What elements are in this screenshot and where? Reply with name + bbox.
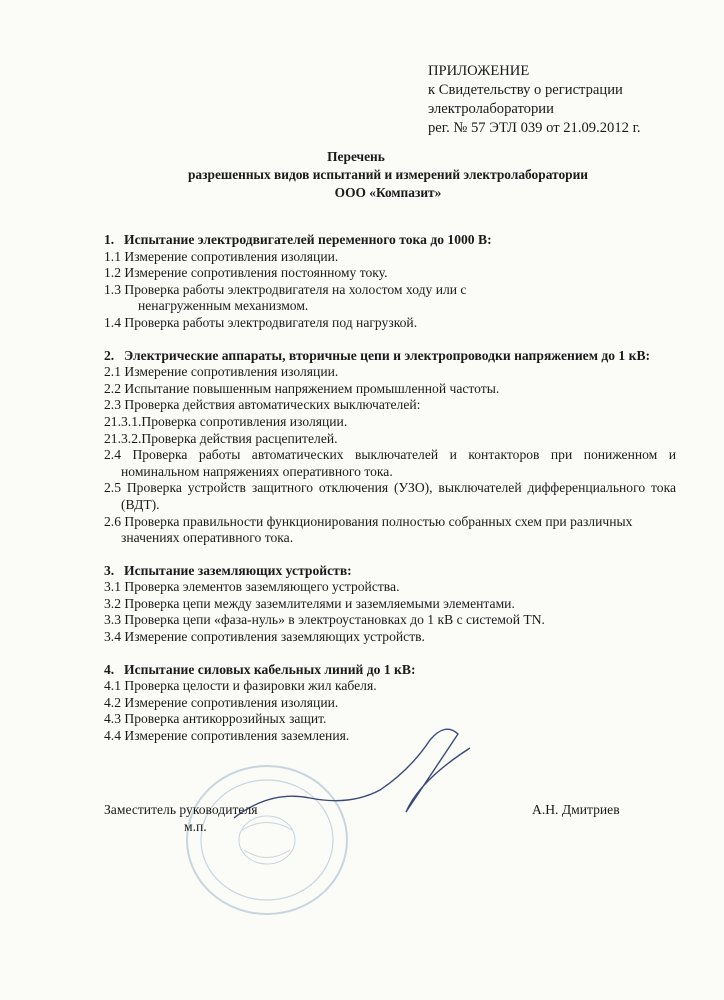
- section-title: Испытание электродвигателей переменного тока до 1000 В:: [124, 232, 492, 247]
- title-line: Перечень: [327, 149, 385, 164]
- list-item: 2.3 Проверка действия автоматических выключателей:: [104, 397, 421, 413]
- list-item: 4.3 Проверка антикоррозийных защит.: [104, 711, 327, 727]
- section-title: Испытание силовых кабельных линий до 1 кВ:: [124, 661, 416, 677]
- list-item: 21.3.2.Проверка действия расцепителей.: [104, 430, 338, 446]
- section-title: Испытание заземляющих устройств:: [124, 562, 352, 578]
- section-heading: [104, 232, 676, 249]
- section-heading: [104, 563, 676, 580]
- list-item: 1.4 Проверка работы электродвигателя под нагрузкой.: [104, 314, 418, 330]
- list-item: 3.1 Проверка элементов заземляющего устройства.: [104, 579, 400, 595]
- list-item: 4.4 Измерение сопротивления заземления.: [104, 728, 350, 744]
- appendix-line: к Свидетельству о регистрации: [428, 82, 623, 98]
- list-item: 2.4 Проверка работы автоматических выключателей и контакторов при пониженном и номинальном напряжениях оперативного тока.: [104, 447, 676, 479]
- signer-name: А.Н. Дмитриев: [532, 802, 620, 817]
- list-item: 3.4 Измерение сопротивления заземляющих устройств.: [104, 629, 425, 645]
- list-item: 2.2 Испытание повышенным напряжением промышленной частоты.: [104, 380, 500, 396]
- appendix-reg-number: рег. № 57 ЭТЛ 039 от 21.09.2012 г.: [428, 120, 641, 136]
- section-number: 4.: [104, 661, 115, 677]
- section-number: 1.: [104, 232, 115, 247]
- section-title: Электрические аппараты, вторичные цепи и электропроводки напряжением до 1 кВ:: [124, 347, 651, 363]
- appendix-title: ПРИЛОЖЕНИЕ: [428, 63, 530, 79]
- seal-place-label: м.п.: [184, 819, 207, 834]
- list-item: 2.6 Проверка правильности функционирования полностью собранных схем при различных значениях оперативного тока.: [104, 513, 633, 546]
- section-3: [104, 563, 676, 646]
- section-2: [104, 348, 676, 547]
- list-item: 4.1 Проверка целости и фазировки жил кабеля.: [104, 678, 377, 694]
- handwritten-signature-icon: [230, 720, 490, 830]
- section-heading: [104, 662, 676, 679]
- appendix-line: электролаборатории: [428, 101, 554, 117]
- list-item: 21.3.1.Проверка сопротивления изоляции.: [104, 413, 348, 429]
- list-item: 1.3 Проверка работы электродвигателя на холостом ходу или с ненагруженным механизмом.: [104, 281, 467, 314]
- list-item: 3.3 Проверка цепи «фаза-нуль» в электроустановках до 1 кВ с системой TN.: [104, 612, 545, 628]
- document-title: [0, 148, 724, 202]
- signer-role: Заместитель руководителя: [104, 802, 258, 817]
- list-item: 4.2 Измерение сопротивления изоляции.: [104, 694, 339, 710]
- section-number: 3.: [104, 562, 115, 578]
- list-item: 2.1 Измерение сопротивления изоляции.: [104, 364, 339, 380]
- tests-list: [104, 232, 676, 761]
- section-heading: [104, 348, 676, 365]
- list-item: 1.2 Измерение сопротивления постоянному току.: [104, 265, 388, 281]
- list-item: 3.2 Проверка цепи между заземлителями и заземляемыми элементами.: [104, 595, 515, 611]
- section-1: [104, 232, 676, 332]
- title-company: ООО «Компазит»: [334, 185, 442, 200]
- list-item: 1.1 Измерение сопротивления изоляции.: [104, 248, 339, 264]
- title-line: разрешенных видов испытаний и измерений электролаборатории: [187, 167, 589, 182]
- section-number: 2.: [104, 347, 115, 363]
- appendix-block: [428, 62, 641, 138]
- list-item: 2.5 Проверка устройств защитного отключения (УЗО), выключателей дифференциального тока (ВДТ).: [104, 480, 676, 512]
